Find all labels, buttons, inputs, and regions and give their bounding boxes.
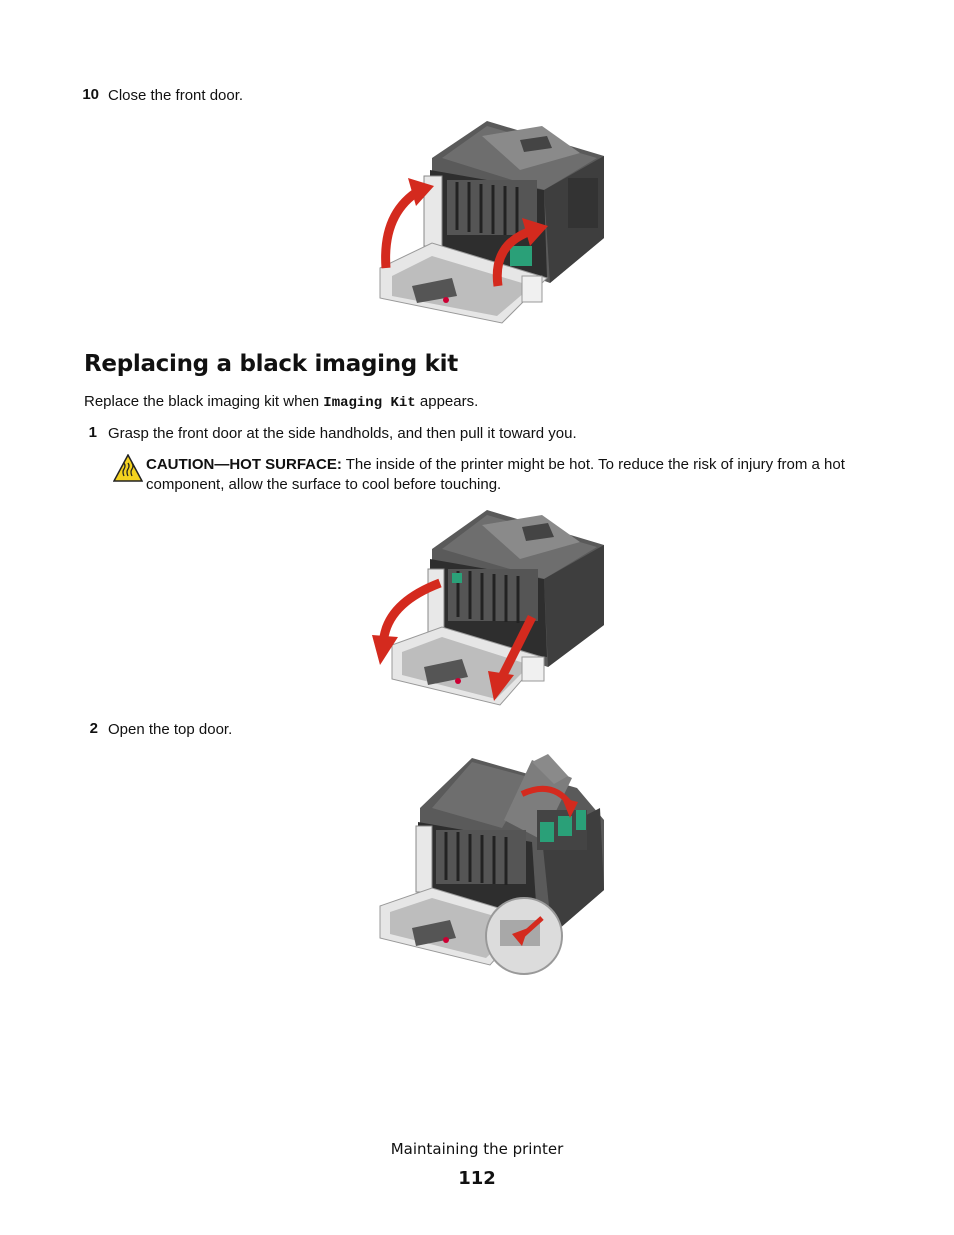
step-number: 2 — [89, 720, 98, 737]
printer-close-door-illustration — [372, 118, 608, 328]
section-title: Replacing a black imaging kit — [84, 351, 458, 377]
intro-text-end: appears. — [415, 393, 479, 410]
step-number: 1 — [88, 424, 97, 441]
step-text: Open the top door. — [108, 721, 233, 738]
intro-code: Imaging Kit — [323, 395, 416, 411]
page-number: 112 — [458, 1168, 496, 1189]
intro-text: Replace the black imaging kit when — [84, 393, 324, 410]
caution-note — [146, 455, 886, 495]
caution-text: The inside of the printer might be hot. To reduce the risk of injury from a hot component, allow the surface to cool before touching. — [146, 456, 845, 493]
printer-open-door-illustration — [372, 507, 608, 707]
step-number: 10 — [82, 86, 99, 103]
step-text: Grasp the front door at the side handholds, and then pull it toward you. — [108, 425, 577, 442]
step-text: Close the front door. — [108, 87, 244, 104]
footer-section: Maintaining the printer — [390, 1140, 564, 1158]
printer-open-top-door-illustration — [372, 750, 608, 980]
section-intro — [84, 392, 478, 413]
caution-label: CAUTION—HOT SURFACE: — [146, 456, 342, 473]
hot-surface-warning-icon — [113, 454, 143, 482]
